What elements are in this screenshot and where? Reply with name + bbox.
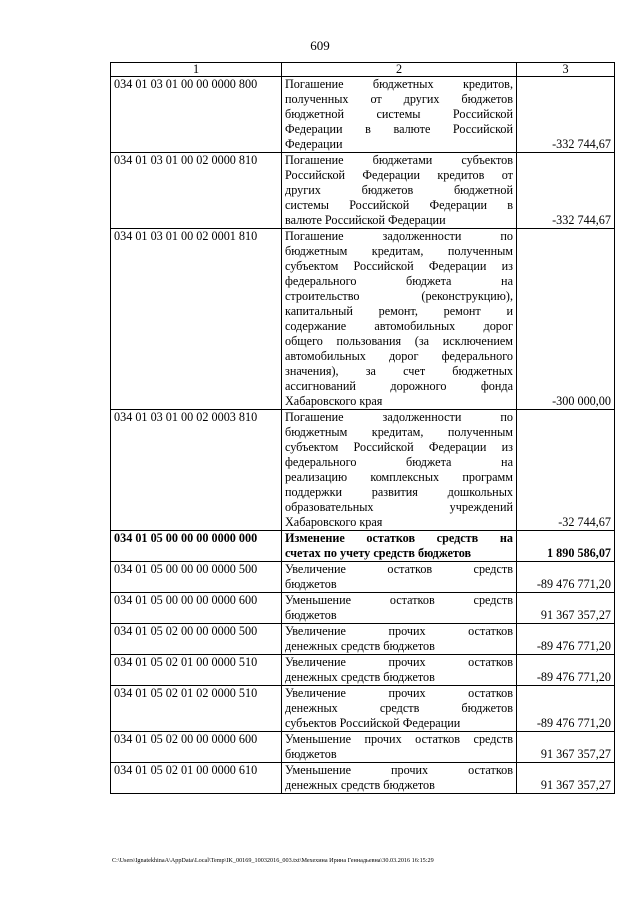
table-row [111, 624, 615, 655]
budget-code: 034 01 03 01 00 02 0001 810 [111, 229, 282, 410]
file-path-footer: C:\Users\IgnatekhinaA\AppData\Local\Temp\IK_00169_10032016_003.txt\Мехехина Ирина Геннадьевна\30.03.2016 16:15:29 [112, 857, 434, 864]
description-line: бюджетов [285, 747, 337, 761]
description-line: бюджетной системы Российской [285, 107, 513, 121]
description-line: полученных от других бюджетов [285, 92, 513, 106]
description-line: ассигнований дорожного фонда [285, 379, 513, 393]
description-line: Хабаровского края [285, 394, 383, 408]
description-line: автомобильных дорог федерального [285, 349, 513, 363]
row-description [282, 77, 517, 153]
description-line: субъектом Российской Федерации из [285, 440, 513, 454]
description-line: Увеличение прочих остатков [285, 655, 513, 669]
table-row [111, 593, 615, 624]
budget-table [110, 62, 615, 794]
header-col-3: 3 [517, 63, 615, 77]
description-line: Изменение остатков средств на [285, 531, 513, 545]
row-description [282, 153, 517, 229]
table-header-row [111, 63, 615, 77]
budget-code: 034 01 05 00 00 00 0000 000 [111, 531, 282, 562]
description-line: реализацию комплексных программ [285, 470, 513, 484]
description-line: Уменьшение остатков средств [285, 593, 513, 607]
table-row [111, 410, 615, 531]
row-amount: -332 744,67 [517, 77, 615, 153]
table-row [111, 229, 615, 410]
header-col-2: 2 [282, 63, 517, 77]
row-amount: 91 367 357,27 [517, 732, 615, 763]
row-amount: -89 476 771,20 [517, 655, 615, 686]
description-line: Погашение бюджетных кредитов, [285, 77, 513, 91]
row-amount: 91 367 357,27 [517, 763, 615, 794]
budget-code: 034 01 05 02 01 00 0000 610 [111, 763, 282, 794]
description-line: образовательных учреждений [285, 500, 513, 514]
description-line: Российской Федерации кредитов от [285, 168, 513, 182]
description-line: бюджетным кредитам, полученным [285, 244, 513, 258]
table-row [111, 531, 615, 562]
header-col-1: 1 [111, 63, 282, 77]
budget-code: 034 01 03 01 00 00 0000 800 [111, 77, 282, 153]
description-line: субъектов Российской Федерации [285, 716, 461, 730]
row-description [282, 732, 517, 763]
budget-code: 034 01 05 00 00 00 0000 500 [111, 562, 282, 593]
table-row [111, 763, 615, 794]
row-amount: -300 000,00 [517, 229, 615, 410]
page-number: 609 [310, 38, 330, 53]
description-line: Увеличение остатков средств [285, 562, 513, 576]
description-line: Погашение задолженности по [285, 410, 513, 424]
budget-code: 034 01 05 02 01 02 0000 510 [111, 686, 282, 732]
description-line: валюте Российской Федерации [285, 213, 446, 227]
description-line: системы Российской Федерации в [285, 198, 513, 212]
description-line: Погашение бюджетами субъектов [285, 153, 513, 167]
row-amount: 1 890 586,07 [517, 531, 615, 562]
description-line: бюджетным кредитам, полученным [285, 425, 513, 439]
row-amount: -332 744,67 [517, 153, 615, 229]
description-line: федерального бюджета на [285, 274, 513, 288]
row-description [282, 562, 517, 593]
description-line: Федерации [285, 137, 343, 151]
row-description [282, 593, 517, 624]
description-line: Увеличение прочих остатков [285, 624, 513, 638]
row-description [282, 531, 517, 562]
table-row [111, 562, 615, 593]
description-line: бюджетов [285, 608, 337, 622]
description-line: значения), за счет бюджетных [285, 364, 513, 378]
row-amount: -89 476 771,20 [517, 562, 615, 593]
description-line: денежных средств бюджетов [285, 670, 435, 684]
budget-code: 034 01 05 02 00 00 0000 500 [111, 624, 282, 655]
row-amount: 91 367 357,27 [517, 593, 615, 624]
description-line: поддержки развития дошкольных [285, 485, 513, 499]
description-line: Погашение задолженности по [285, 229, 513, 243]
row-amount: -89 476 771,20 [517, 686, 615, 732]
row-description [282, 410, 517, 531]
table-row [111, 153, 615, 229]
budget-code: 034 01 03 01 00 02 0003 810 [111, 410, 282, 531]
row-description [282, 686, 517, 732]
row-description [282, 624, 517, 655]
description-line: Уменьшение прочих остатков [285, 763, 513, 777]
budget-code: 034 01 05 02 00 00 0000 600 [111, 732, 282, 763]
description-line: субъектом Российской Федерации из [285, 259, 513, 273]
description-line: Уменьшение прочих остатков средств [285, 732, 513, 746]
table-row [111, 732, 615, 763]
description-line: денежных средств бюджетов [285, 778, 435, 792]
description-line: Федерации в валюте Российской [285, 122, 513, 136]
row-amount: -32 744,67 [517, 410, 615, 531]
row-description [282, 655, 517, 686]
description-line: общего пользования (за исключением [285, 334, 513, 348]
budget-code: 034 01 05 02 01 00 0000 510 [111, 655, 282, 686]
description-line: других бюджетов бюджетной [285, 183, 513, 197]
table-row [111, 686, 615, 732]
budget-code: 034 01 05 00 00 00 0000 600 [111, 593, 282, 624]
description-line: денежных средств бюджетов [285, 639, 435, 653]
description-line: содержание автомобильных дорог [285, 319, 513, 333]
table-row [111, 655, 615, 686]
table-row [111, 77, 615, 153]
description-line: строительство (реконструкцию), [285, 289, 513, 303]
description-line: денежных средств бюджетов [285, 701, 513, 715]
description-line: бюджетов [285, 577, 337, 591]
description-line: капитальный ремонт, ремонт и [285, 304, 513, 318]
description-line: федерального бюджета на [285, 455, 513, 469]
description-line: Увеличение прочих остатков [285, 686, 513, 700]
budget-code: 034 01 03 01 00 02 0000 810 [111, 153, 282, 229]
row-description [282, 763, 517, 794]
description-line: счетах по учету средств бюджетов [285, 546, 472, 560]
description-line: Хабаровского края [285, 515, 383, 529]
row-amount: -89 476 771,20 [517, 624, 615, 655]
row-description [282, 229, 517, 410]
